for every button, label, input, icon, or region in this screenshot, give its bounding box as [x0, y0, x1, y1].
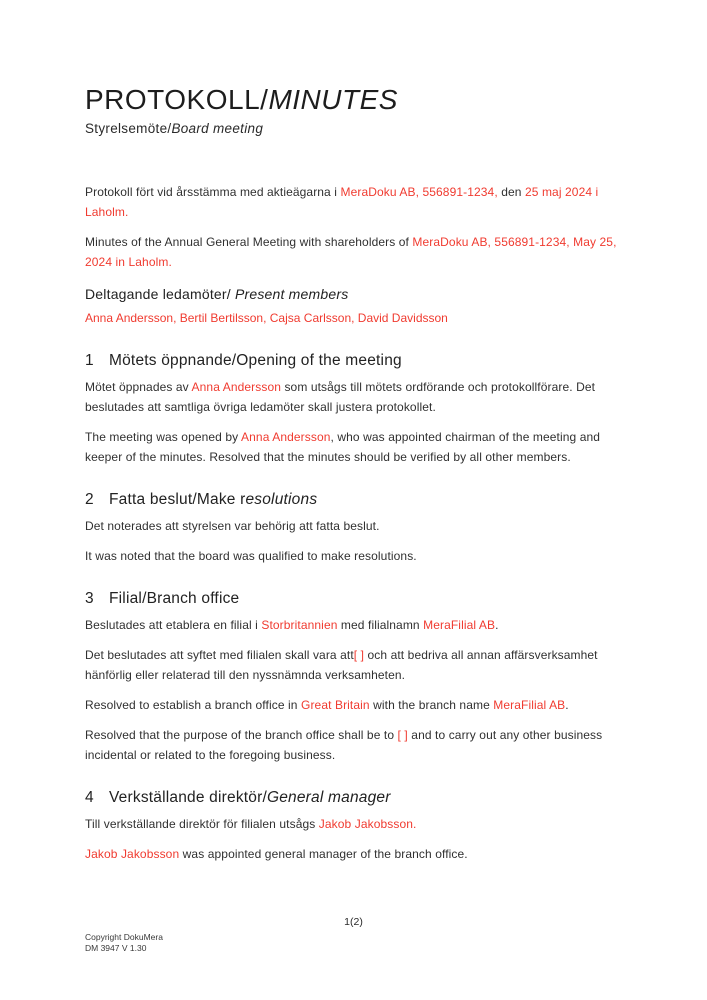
section-4-heading — [85, 789, 622, 807]
section-heading-italic: esolutions — [245, 491, 318, 509]
title-swedish: PROTOKOLL/ — [85, 84, 269, 115]
section-1-opening — [85, 352, 622, 467]
text-segment: Resolved that the purpose of the branch office shall be to — [85, 728, 398, 743]
section-2-heading — [85, 491, 622, 509]
present-members-heading — [85, 286, 622, 302]
page-subtitle — [85, 121, 622, 136]
section-heading-text: Verkställande direktör/ — [109, 789, 267, 807]
section-heading-text: Fatta beslut/Make r — [109, 491, 246, 509]
document-header — [85, 84, 622, 136]
paragraph — [85, 427, 622, 467]
text-segment: Det noterades att styrelsen var behörig att fatta beslut. — [85, 519, 380, 534]
merge-field-text: Anna Andersson — [241, 430, 331, 445]
text-segment: Det beslutades att syftet med filialen skall vara att — [85, 648, 354, 663]
merge-field-text: Jakob Jakobsson. — [318, 817, 417, 832]
text-segment: Beslutades att etablera en filial i — [85, 618, 262, 633]
footer-copyright — [85, 932, 163, 954]
present-heading-swedish: Deltagande ledamöter/ — [85, 286, 235, 303]
text-segment: Mötet öppnades av — [85, 380, 192, 395]
section-4-general-manager — [85, 789, 622, 864]
paragraph — [85, 695, 622, 715]
section-number: 1 — [85, 352, 94, 370]
merge-field-text: MeraFilial AB — [423, 618, 496, 633]
intro-paragraph-swedish — [85, 182, 622, 222]
intro-paragraph-english — [85, 232, 622, 272]
merge-field-text: Storbritannien — [261, 618, 338, 633]
copyright-line: Copyright DokuMera — [85, 932, 163, 942]
section-number: 2 — [85, 491, 94, 509]
text-segment: Protokoll fört vid årsstämma med aktieägarna i — [85, 185, 341, 200]
text-segment: and to carry out any other business incidental or related to the foregoing business. — [85, 728, 603, 763]
paragraph — [85, 725, 622, 765]
merge-field-text: Jakob Jakobsson — [85, 847, 180, 862]
merge-field-text: [ ] — [353, 648, 365, 663]
text-segment: with the branch name — [369, 698, 494, 713]
text-segment: was appointed general manager of the branch office. — [179, 847, 468, 862]
section-number: 4 — [85, 789, 94, 807]
merge-field-text: MeraDoku AB, 556891-1234, — [340, 185, 498, 200]
section-number: 3 — [85, 590, 94, 608]
page-number: 1(2) — [344, 916, 363, 928]
text-segment: som utsågs till mötets ordförande och protokollförare. Det beslutades att samtliga övriga ledamöter skall justera protokollet. — [85, 380, 596, 415]
page-title — [85, 84, 622, 116]
paragraph — [85, 615, 622, 635]
present-members-names: Anna Andersson, Bertil Bertilsson, Cajsa Carlsson, David Davidsson — [85, 311, 448, 326]
paragraph — [85, 844, 622, 864]
merge-field-text: MeraFilial AB — [493, 698, 566, 713]
present-members-block — [85, 286, 622, 328]
text-segment: . — [495, 618, 499, 633]
text-segment: . — [565, 698, 569, 713]
text-segment: med filialnamn — [337, 618, 424, 633]
intro-block — [85, 182, 622, 272]
merge-field-text: 25 maj 2024 i Laholm. — [85, 185, 599, 220]
text-segment: och att bedriva all annan affärsverksamhet hänförlig eller relaterad till den nyssnämnda verksamheten. — [85, 648, 598, 683]
merge-field-text: Anna Andersson — [191, 380, 282, 395]
paragraph — [85, 377, 622, 417]
present-heading-english: Present members — [234, 286, 349, 303]
text-segment: Till verkställande direktör för filialen utsågs — [85, 817, 319, 832]
paragraph — [85, 546, 622, 566]
subtitle-english: Board meeting — [171, 121, 264, 137]
merge-field-text: Great Britain — [301, 698, 370, 713]
text-segment: The meeting was opened by — [85, 430, 242, 445]
title-english: MINUTES — [268, 84, 398, 115]
text-segment: Minutes of the Annual General Meeting with shareholders of — [85, 235, 413, 250]
section-3-heading — [85, 590, 622, 608]
section-3-branch-office — [85, 590, 622, 765]
section-heading-text: Filial/Branch office — [109, 590, 240, 608]
text-segment: , who was appointed chairman of the meeting and keeper of the minutes. Resolved that the minutes should be verified by all other members. — [85, 430, 601, 465]
paragraph — [85, 814, 622, 834]
section-1-heading — [85, 352, 622, 370]
paragraph — [85, 645, 622, 685]
section-2-resolutions — [85, 491, 622, 566]
subtitle-swedish: Styrelsemöte/ — [85, 121, 172, 137]
merge-field-text: [ ] — [397, 728, 408, 743]
document-id-line: DM 3947 V 1.30 — [85, 943, 147, 953]
text-segment: It was noted that the board was qualified to make resolutions. — [85, 549, 417, 564]
text-segment: den — [497, 185, 525, 200]
merge-field-text: MeraDoku AB, 556891-1234, May 25, 2024 in Laholm. — [85, 235, 617, 270]
paragraph — [85, 516, 622, 536]
section-heading-italic: General manager — [266, 789, 391, 807]
section-heading-text: Mötets öppnande/Opening of the meeting — [109, 352, 402, 370]
text-segment: Resolved to establish a branch office in — [85, 698, 302, 713]
